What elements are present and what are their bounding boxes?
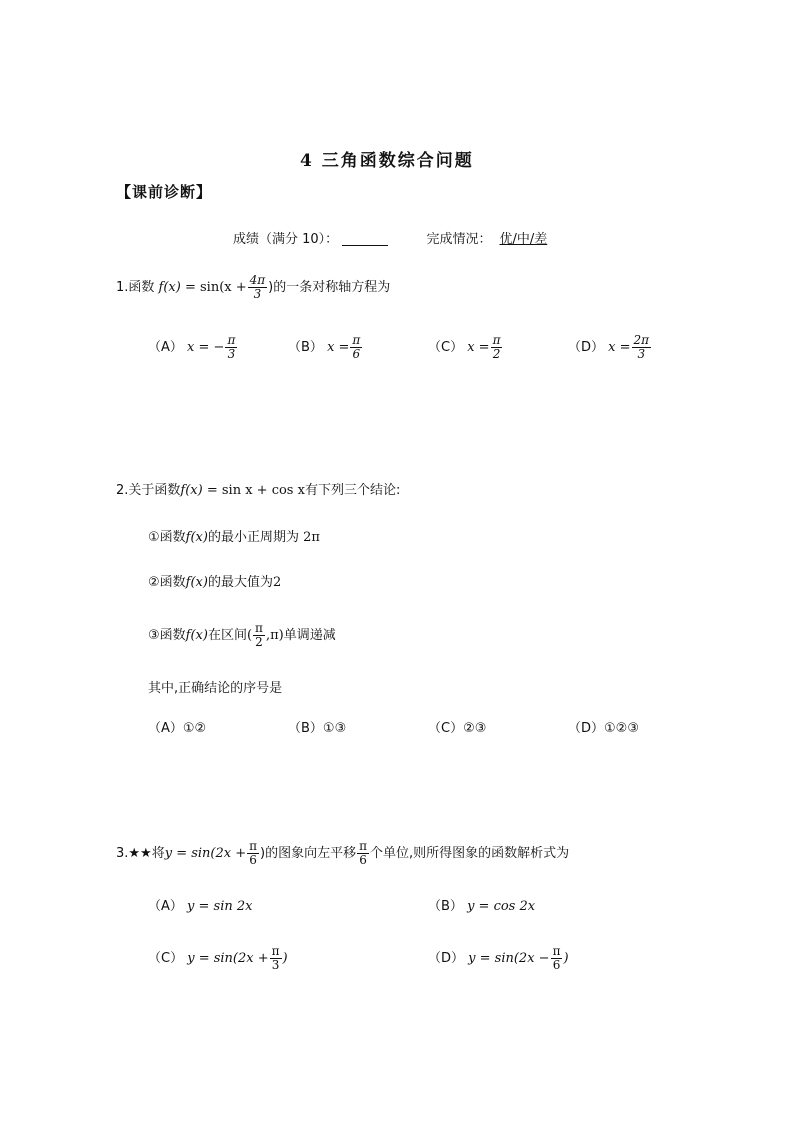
q1-equation: = sin(x + (184, 280, 247, 295)
question-2: 2.关于函数f(x) = sin x + cos x有下列三个结论: (116, 483, 401, 498)
q2-option-d[interactable]: （D）①②③ (568, 721, 639, 736)
q1-option-a[interactable]: （A） x = − $\frac{\pi}{3}$ (148, 333, 236, 361)
q2-ask: 其中,正确结论的序号是 (148, 681, 283, 696)
score-label: 成绩（满分 10）： (233, 232, 339, 247)
q3-option-b[interactable]: （B） y = cos 2x (428, 899, 536, 914)
score-line (233, 230, 547, 250)
completion-value: 优/中/差 (499, 232, 548, 247)
q2-statement-3: ③函数f(x)在区间( $\frac{\pi}{2}$ ,π)单调递减 (148, 621, 336, 649)
q2-statement-2: ②函数f(x)的最大值为2 (148, 575, 282, 590)
q1-function: f(x) (158, 280, 181, 295)
q1-prefix: 1.函数 (116, 280, 155, 295)
q2-option-a[interactable]: （A）①② (148, 721, 207, 736)
q1-suffix: )的一条对称轴方程为 (268, 280, 391, 295)
page-title: 4 三角函数综合问题 (300, 151, 474, 171)
q3-option-d[interactable]: （D） y = sin(2x − $\frac{\pi}{6}$ ) (428, 944, 569, 972)
q3-option-a[interactable]: （A） y = sin 2x (148, 899, 253, 914)
q1-option-b[interactable]: （B） x = $\frac{\pi}{6}$ (288, 333, 361, 361)
question-1 (116, 274, 390, 301)
q1-fraction: $\frac{4\pi}{3}$ (249, 273, 266, 301)
q3-option-c[interactable]: （C） y = sin(2x + $\frac{\pi}{3}$ ) (148, 944, 288, 972)
q2-statement-1: ①函数f(x)的最小正周期为 2π (148, 530, 320, 545)
section-heading: 【课前诊断】 (116, 183, 213, 201)
completion-label: 完成情况： (426, 232, 492, 247)
question-3: 3.★★将y = sin(2x + $\frac{\pi}{6}$ )的图象向左平移 $\frac{\pi}{6}$ 个单位,则所得图象的函数解析式为 (116, 839, 570, 867)
q1-option-c[interactable]: （C） x = $\frac{\pi}{2}$ (428, 333, 501, 361)
q2-option-c[interactable]: （C）②③ (428, 721, 487, 736)
q1-option-d[interactable]: （D） x = $\frac{2\pi}{3}$ (568, 333, 650, 361)
score-blank[interactable] (342, 231, 388, 246)
q2-option-b[interactable]: （B）①③ (288, 721, 347, 736)
